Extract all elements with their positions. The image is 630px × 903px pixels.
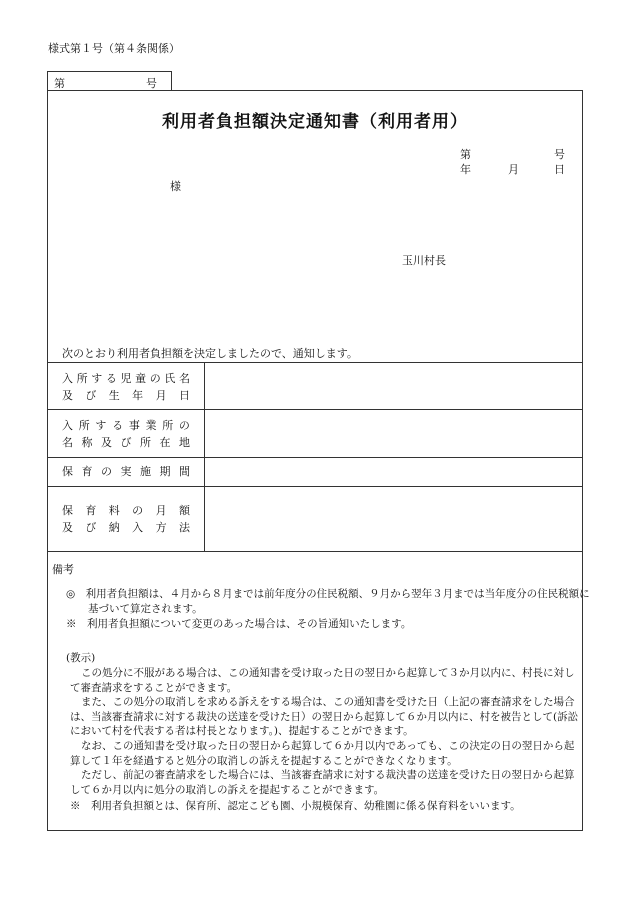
table-top-border: [47, 362, 583, 363]
remark-note-1: ◎ 利用者負担額は、４月から８月までは前年度分の住民税額、９月から翌年３月までは当年度分の住民税額に基づいて算定されます。: [66, 588, 590, 615]
teaching-paragraph-2: また、この処分の取消しを求める訴えをする場合は、この通知書を受けた日（上記の審査請求をした場合は、当該審査請求に対する裁決の送達を受けた日）の翌日から起算して６か月以内に、村を被告として(訴訟において村を代表する者は村長となります。)、提起することができます。: [70, 696, 579, 737]
date-day: 日: [554, 163, 565, 176]
teaching-paragraph-3: なお、この通知書を受け取った日の翌日から起算して６か月以内であっても、この決定の日の翌日から起算して１年を経過すると処分の取消しの訴えを提起することができなくなります。: [70, 740, 575, 767]
facility-field[interactable]: [206, 411, 581, 456]
table-row-divider: [47, 409, 583, 410]
row-fee-label: 保 育 料 の 月 額 及 び 納 入 方 法: [62, 504, 190, 534]
document-title: 利用者負担額決定通知書（利用者用）: [162, 112, 468, 132]
doc-number-suffix: 号: [554, 148, 565, 161]
number-box-prefix: 第: [54, 77, 65, 90]
remarks-heading: 備考: [52, 563, 74, 576]
remark-note-2: ※ 利用者負担額について変更のあった場合は、その旨通知いたします。: [66, 618, 412, 630]
table-bottom-border: [47, 551, 583, 552]
doc-number-prefix: 第: [460, 148, 471, 161]
row-facility-label: 入 所 す る 事 業 所 の 名 称 及 び 所 在 地: [62, 419, 190, 449]
remark-note-3: ※ 利用者負担額とは、保育所、認定こども園、小規模保育、幼稚園に係る保育料をいいます。: [70, 800, 521, 812]
fee-field[interactable]: [206, 488, 581, 550]
issuer: 玉川村長: [402, 254, 446, 267]
row-period-label: 保 育 の 実 施 期 間: [62, 465, 190, 478]
number-box-suffix: 号: [146, 77, 157, 90]
number-box: [47, 71, 172, 90]
teaching-heading: (教示): [66, 652, 96, 664]
table-row-divider: [47, 457, 583, 458]
teaching-paragraph-4: ただし、前記の審査請求をした場合には、当該審査請求に対する裁決書の送達を受けた日の翌日から起算して６か月以内に処分の取消しの訴えを提起することができます。: [70, 769, 575, 796]
addressee-suffix: 様: [170, 180, 181, 193]
table-row-divider: [47, 486, 583, 487]
intro-text: 次のとおり利用者負担額を決定しましたので、通知します。: [62, 347, 358, 360]
form-label: 様式第１号（第４条関係）: [48, 42, 180, 55]
row-child-name-label: 入 所 す る 児 童 の 氏 名 及 び 生 年 月 日: [62, 372, 190, 402]
child-name-field[interactable]: [206, 364, 581, 408]
date-year: 年: [460, 163, 471, 176]
period-field[interactable]: [206, 459, 581, 485]
table-column-divider: [204, 362, 205, 551]
teaching-paragraph-1: この処分に不服がある場合は、この通知書を受け取った日の翌日から起算して３か月以内に、村長に対して審査請求をすることができます。: [70, 667, 575, 694]
date-month: 月: [508, 163, 519, 176]
